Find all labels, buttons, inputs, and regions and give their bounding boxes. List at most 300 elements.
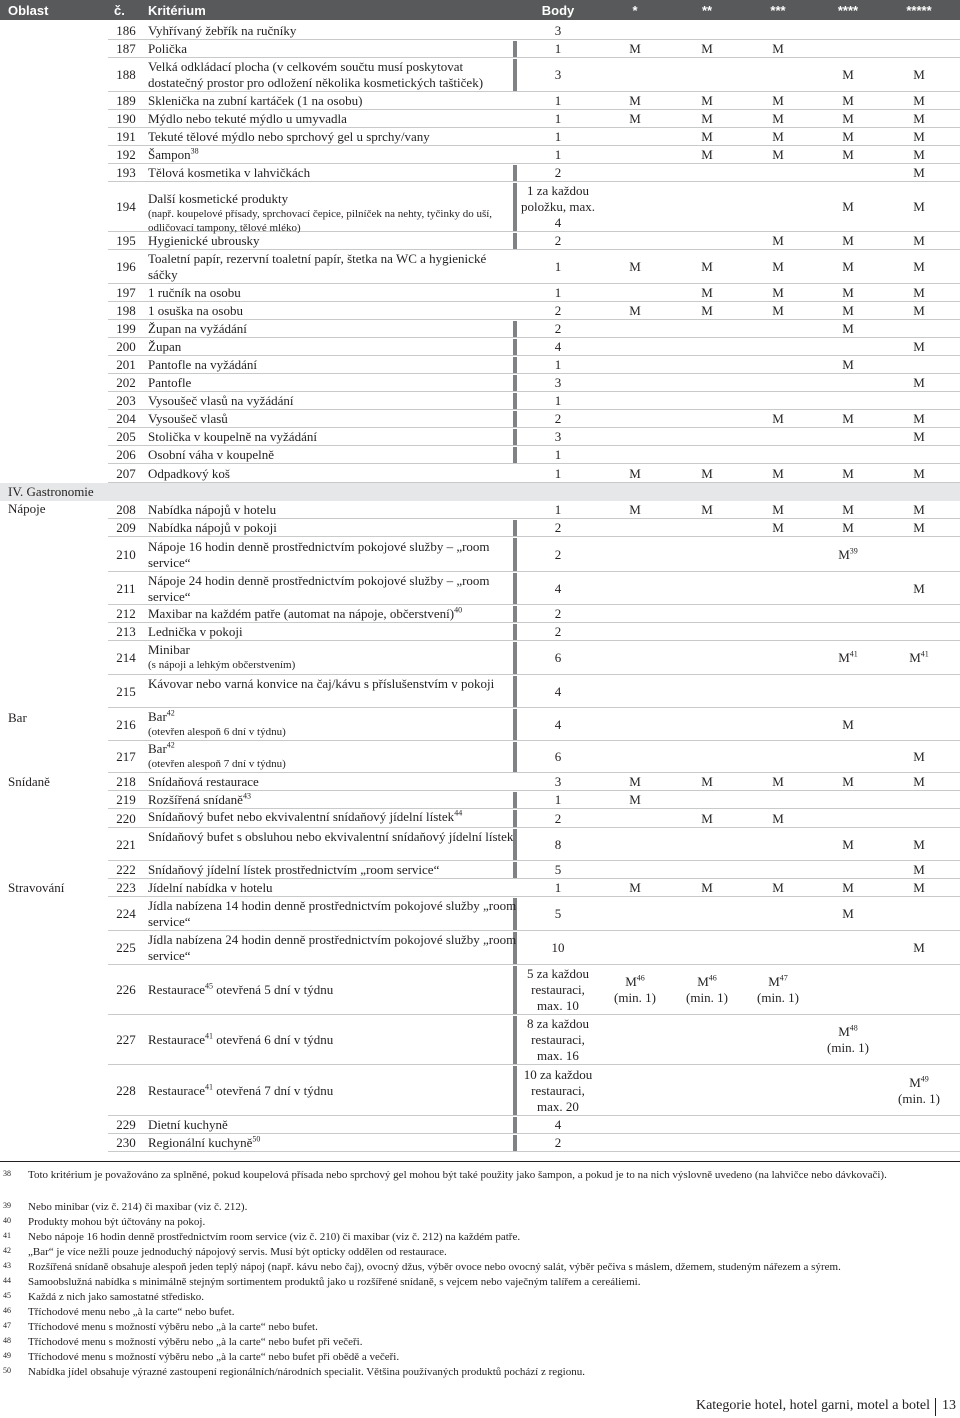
star-marker	[677, 285, 737, 301]
criterion-label: Pantofle na vyžádání	[148, 357, 258, 372]
marker-letter: M	[772, 147, 784, 162]
row-number: 209	[116, 520, 136, 535]
star-marker	[677, 129, 737, 145]
criterion-text	[148, 1083, 518, 1099]
star-marker	[677, 93, 737, 109]
row-separator	[108, 772, 960, 773]
star-marker	[889, 411, 949, 427]
star-marker	[818, 259, 878, 275]
criterion-label: Maxibar na každém patře (automat na nápoje, občerstvení)	[148, 606, 455, 621]
header-star-5: *****	[906, 3, 932, 18]
criterion-note: (s nápoji a lehkým občerstvením)	[148, 659, 296, 671]
footnote-text: „Bar“ je více nežli pouze jednoduchý nápojový servis. Musí být opticky oddělen od restaurace.	[28, 1246, 447, 1258]
row-separator	[108, 445, 960, 446]
area-label-stravovani: Stravování	[8, 880, 65, 895]
marker-letter: M	[625, 974, 637, 989]
marker-letter: M	[701, 259, 713, 274]
footnote-ref: 44	[454, 808, 463, 818]
star-marker	[748, 147, 808, 163]
criterion-label: Tekuté tělové mýdlo nebo sprchový gel u sprchy/vany	[148, 129, 430, 144]
row-separator	[108, 57, 960, 58]
row-separator	[108, 640, 960, 641]
criterion-label: Hygienické ubrousky	[148, 233, 260, 248]
marker-letter: M	[913, 339, 925, 354]
points-value: 2	[554, 520, 562, 535]
header-star-1: *	[632, 3, 638, 18]
row-separator	[108, 91, 960, 92]
footnote-text: Tříchodové menu nebo „à la carte“ nebo bufet.	[28, 1306, 235, 1318]
footnote-ref: 38	[190, 146, 199, 156]
star-marker	[889, 375, 949, 391]
header-number: č.	[114, 3, 125, 18]
criterion-text	[148, 502, 518, 518]
row-number: 201	[116, 357, 136, 372]
star-marker	[605, 303, 665, 319]
marker-letter: M	[772, 465, 784, 481]
criterion-label: Polička	[148, 41, 187, 56]
points-value: 4	[554, 683, 562, 699]
area-label-bar: Bar	[8, 710, 27, 725]
footnote-text: Nebo minibar (viz č. 214) či maxibar (viz č. 212).	[28, 1201, 248, 1213]
marker-letter: M	[913, 520, 925, 535]
marker-letter: M	[629, 111, 641, 126]
criterion-label: Dietní kuchyně	[148, 1117, 228, 1132]
row-number: 202	[116, 375, 136, 390]
row-number: 196	[116, 259, 136, 274]
star-marker	[677, 259, 737, 275]
star-marker	[818, 837, 878, 853]
star-marker	[748, 811, 808, 827]
criterion-label: Nápoje 16 hodin denně prostřednictvím pokojové služby – „room service“	[148, 538, 490, 570]
criterion-text	[148, 165, 518, 181]
star-marker	[748, 285, 808, 301]
row-number: 211	[116, 580, 136, 596]
footnote-ref: 41	[920, 649, 929, 659]
marker-letter: M	[701, 147, 713, 162]
marker-letter: M	[629, 93, 641, 108]
header-star-3: ***	[770, 3, 786, 18]
points-value: 1	[554, 259, 562, 274]
criterion-text	[148, 1032, 518, 1048]
row-number: 198	[116, 303, 136, 318]
criterion-label: Pantofle	[148, 375, 192, 390]
criterion-text	[148, 606, 518, 622]
marker-letter: M	[842, 321, 854, 336]
row-separator	[108, 427, 960, 428]
marker-letter: M	[772, 285, 784, 300]
points-value: 5	[554, 862, 562, 877]
criterion-label: Jídelní nabídka v hotelu	[148, 880, 273, 895]
criterion-label: Mýdlo nebo tekuté mýdlo u umyvadla	[148, 111, 347, 126]
section-band	[0, 483, 960, 501]
marker-letter: M	[913, 749, 925, 764]
star-marker	[748, 129, 808, 145]
row-separator	[108, 337, 960, 338]
criterion-text	[148, 447, 518, 463]
star-marker	[605, 466, 665, 482]
points-value: 3	[554, 67, 562, 82]
marker-letter: M	[629, 465, 641, 481]
row-number: 216	[116, 716, 136, 732]
header-body: Body	[541, 3, 575, 18]
header-star-4: ****	[837, 3, 859, 18]
row-number: 186	[116, 23, 136, 38]
star-marker	[748, 303, 808, 319]
marker-letter: M	[772, 520, 784, 535]
header-star-2: **	[701, 3, 713, 18]
footnote-number: 40	[3, 1216, 11, 1225]
footnote-ref: 40	[454, 605, 463, 615]
marker-letter: M	[913, 111, 925, 126]
star-marker	[889, 520, 949, 536]
marker-note: (min. 1)	[757, 990, 799, 1005]
footnote-text: Tříchodové menu s možností výběru nebo „à la carte“ nebo bufet při večeři.	[28, 1336, 363, 1348]
footnote-text: Nabídka jídel obsahuje výrazné zastoupení regionálních/národních specialit. Většina používaných produktů pochází z regionu.	[28, 1366, 585, 1378]
criterion-text	[148, 741, 518, 771]
criterion-text	[148, 303, 518, 319]
row-separator	[108, 163, 960, 164]
row-separator	[108, 463, 960, 464]
criterion-label: Jídla nabízena 24 hodin denně prostřednictvím pokojové služby „room service“	[148, 932, 517, 963]
criterion-label: Vyhřívaný žebřík na ručníky	[148, 23, 297, 38]
row-number: 199	[116, 321, 136, 336]
criterion-label: Osobní váha v koupelně	[148, 447, 275, 462]
star-marker	[748, 774, 808, 790]
marker-letter: M	[772, 880, 784, 895]
criterion-label: Velká odkládací plocha (v celkovém součtu musí poskytovat dostatečný prostor pro odložení několika kosmetických taštiček)	[148, 59, 484, 90]
marker-letter: M	[629, 41, 641, 56]
marker-letter: M	[842, 93, 854, 108]
row-separator	[108, 518, 960, 519]
criterion-label: Tělová kosmetika v lahvičkách	[148, 165, 311, 180]
star-marker	[748, 880, 808, 896]
marker-letter: M	[909, 650, 921, 665]
marker-note: (min. 1)	[898, 1090, 940, 1106]
marker-letter: M	[842, 199, 854, 214]
footnote-ref: 49	[920, 1074, 929, 1084]
marker-letter: M	[842, 520, 854, 535]
row-number: 195	[116, 233, 136, 248]
criterion-label: Stolička v koupelně na vyžádání	[148, 429, 317, 444]
criterion-note: (otevřen alespoň 6 dní v týdnu)	[148, 725, 286, 738]
marker-letter: M	[913, 285, 925, 300]
points-value: 1	[554, 129, 562, 144]
header-oblast: Oblast	[8, 3, 49, 18]
marker-letter: M	[838, 1024, 850, 1039]
footnote-text: Tříchodové menu s možností výběru nebo „à la carte“ nebo bufet.	[28, 1321, 318, 1333]
row-separator	[108, 109, 960, 110]
footnote-text: Produkty mohou být účtovány na pokoj.	[28, 1216, 206, 1228]
marker-letter: M	[838, 650, 850, 665]
criterion-label: Lednička v pokoji	[148, 624, 243, 639]
footnote-ref: 46	[636, 973, 645, 983]
marker-letter: M	[913, 199, 925, 214]
marker-letter: M	[842, 465, 854, 481]
criterion-text	[148, 285, 518, 301]
criterion-label: Odpadkový koš	[148, 465, 230, 481]
points-value: 4	[554, 1117, 562, 1132]
criterion-text	[148, 251, 518, 283]
criterion-text	[148, 792, 518, 808]
row-number: 208	[116, 502, 136, 517]
points-value: 2	[554, 606, 562, 621]
marker-letter: M	[701, 41, 713, 56]
marker-letter: M	[772, 774, 784, 789]
row-number: 223	[116, 880, 136, 895]
marker-letter: M	[629, 774, 641, 789]
marker-letter: M	[913, 580, 925, 596]
criterion-text	[148, 709, 518, 739]
star-marker	[818, 111, 878, 127]
row-number: 214	[116, 650, 136, 665]
criterion-text	[148, 642, 518, 672]
footnote-ref: 41	[205, 1082, 214, 1092]
row-number: 200	[116, 339, 136, 354]
criterion-label: Rozšířená snídaně	[148, 792, 243, 807]
points-value: 8	[554, 836, 562, 852]
footnote-ref: 47	[779, 973, 788, 983]
row-number: 225	[116, 940, 136, 955]
star-marker	[889, 303, 949, 319]
points-value: 1	[554, 393, 562, 408]
points-value: 8 za každou restauraci, max. 16	[526, 1016, 590, 1063]
criterion-text	[148, 59, 518, 91]
marker-letter: M	[772, 303, 784, 318]
row-separator	[108, 622, 960, 623]
criterion-text	[148, 880, 518, 896]
marker-letter: M	[772, 233, 784, 248]
star-marker	[889, 129, 949, 145]
row-number: 221	[116, 836, 136, 852]
star-marker	[889, 233, 949, 249]
points-value: 1	[554, 285, 562, 300]
row-number: 191	[116, 129, 136, 144]
points-value: 3	[554, 774, 562, 789]
points-value: 2	[554, 1135, 562, 1150]
marker-letter: M	[913, 836, 925, 852]
marker-letter: M	[629, 303, 641, 318]
star-marker	[818, 717, 878, 733]
star-marker	[677, 147, 737, 163]
row-number: 205	[116, 429, 136, 444]
footnote-rule	[0, 1161, 960, 1162]
row-number: 218	[116, 774, 136, 789]
criterion-text	[148, 393, 518, 409]
criterion-text	[148, 339, 518, 355]
star-marker	[748, 111, 808, 127]
marker-letter: M	[913, 67, 925, 82]
marker-letter: M	[701, 303, 713, 318]
star-marker	[605, 259, 665, 275]
marker-note: (min. 1)	[686, 990, 728, 1005]
points-value: 10 za každou restauraci, max. 20	[523, 1066, 593, 1114]
marker-letter: M	[701, 111, 713, 126]
criterion-label: Regionální kuchyně	[148, 1135, 253, 1150]
star-marker	[818, 321, 878, 337]
criterion-text	[148, 357, 518, 373]
points-value: 2	[554, 411, 562, 426]
footnote-ref: 39	[849, 546, 858, 556]
criterion-label: Župan na vyžádání	[148, 321, 247, 336]
footnote-ref: 48	[849, 1023, 858, 1033]
criterion-label: Snídaňový bufet nebo ekvivalentní snídaňový jídelní lístek	[148, 809, 455, 824]
star-marker	[889, 93, 949, 109]
criterion-text	[148, 93, 518, 109]
star-marker	[889, 650, 949, 666]
row-number: 193	[116, 165, 136, 180]
row-separator	[108, 373, 960, 374]
footnote-number: 43	[3, 1261, 11, 1270]
star-marker	[605, 792, 665, 808]
star-marker	[748, 466, 808, 482]
row-number: 197	[116, 285, 136, 300]
criterion-text	[148, 982, 518, 998]
footnote-number: 46	[3, 1306, 11, 1315]
marker-letter: M	[913, 233, 925, 248]
footnote-number: 44	[3, 1276, 11, 1285]
row-separator	[108, 409, 960, 410]
star-marker	[605, 93, 665, 109]
points-value: 1	[554, 880, 562, 895]
criterion-text	[148, 191, 518, 235]
row-number: 224	[116, 906, 136, 921]
footnote-text: Nebo nápoje 16 hodin denně prostřednictvím room service (viz č. 210) či maxibar (viz č. 212) na každém patře.	[28, 1231, 521, 1243]
points-value: 1	[554, 41, 562, 56]
criterion-text	[148, 1117, 518, 1133]
criterion-label: Vysoušeč vlasů	[148, 411, 228, 426]
star-marker	[889, 67, 949, 83]
star-marker	[677, 466, 737, 482]
marker-letter: M	[842, 303, 854, 318]
row-separator	[108, 39, 960, 40]
star-marker	[677, 502, 737, 518]
criterion-label: Nabídka nápojů v pokoji	[148, 520, 277, 535]
row-separator	[108, 391, 960, 392]
criterion-label: Vysoušeč vlasů na vyžádání	[148, 393, 294, 408]
star-marker	[818, 466, 878, 482]
criterion-label: Sklenička na zubní kartáček (1 na osobu)	[148, 93, 363, 108]
marker-letter: M	[913, 429, 925, 444]
criterion-text	[148, 375, 518, 391]
marker-letter: M	[701, 129, 713, 144]
marker-letter: M	[842, 716, 854, 732]
row-number: 189	[116, 93, 136, 108]
criterion-text	[148, 1135, 518, 1151]
star-marker	[818, 93, 878, 109]
star-marker	[818, 233, 878, 249]
row-separator	[108, 964, 960, 965]
page-number: 13	[942, 1398, 956, 1413]
row-number: 222	[116, 862, 136, 877]
points-value: 3	[554, 23, 562, 38]
criterion-label-suffix: otevřená 7 dní v týdnu	[213, 1082, 334, 1098]
marker-letter: M	[772, 129, 784, 144]
star-marker	[889, 429, 949, 445]
star-marker	[818, 285, 878, 301]
marker-letter: M	[913, 165, 925, 180]
star-marker	[748, 93, 808, 109]
star-marker	[818, 502, 878, 518]
points-value: 5	[554, 906, 562, 921]
criterion-label: Restaurace	[148, 982, 206, 997]
criterion-note: (např. koupelové přísady, sprchovací čepice, pilníček na nehty, tyčinky do uší, odličovací tampony, tělové mléko)	[148, 208, 493, 234]
marker-letter: M	[842, 774, 854, 789]
criterion-text	[148, 41, 518, 57]
criterion-text	[148, 129, 518, 145]
criterion-label: Snídaňový jídelní lístek prostřednictvím „room service“	[148, 862, 440, 877]
marker-letter: M	[629, 502, 641, 517]
criterion-text	[148, 573, 518, 605]
marker-letter: M	[842, 233, 854, 248]
star-marker	[889, 259, 949, 275]
marker-letter: M	[701, 465, 713, 481]
criterion-text	[148, 862, 518, 878]
star-marker	[889, 466, 949, 482]
star-marker	[605, 502, 665, 518]
star-marker	[818, 520, 878, 536]
marker-letter: M	[768, 974, 780, 989]
marker-letter: M	[913, 129, 925, 144]
star-marker	[889, 285, 949, 301]
criterion-text	[148, 466, 518, 482]
star-marker	[889, 940, 949, 956]
footnote-text: Každá z nich jako samostatné středisko.	[28, 1291, 204, 1303]
points-value: 2	[554, 321, 562, 336]
marker-letter: M	[913, 93, 925, 108]
marker-letter: M	[913, 880, 925, 895]
points-value: 1	[554, 792, 562, 807]
marker-letter: M	[842, 147, 854, 162]
marker-letter: M	[842, 906, 854, 921]
footnote-number: 42	[3, 1246, 11, 1255]
star-marker	[748, 233, 808, 249]
star-marker	[818, 147, 878, 163]
footnote-number: 48	[3, 1336, 11, 1345]
footnote-number: 38	[3, 1169, 11, 1178]
row-number: 215	[116, 683, 136, 699]
star-marker	[818, 547, 878, 563]
row-separator	[108, 1151, 960, 1152]
marker-letter: M	[629, 792, 641, 807]
points-value: 1	[554, 93, 562, 108]
footnote-number: 50	[3, 1366, 11, 1375]
marker-letter: M	[913, 940, 925, 955]
star-marker	[889, 1075, 949, 1107]
criterion-text	[148, 932, 518, 964]
star-marker	[889, 774, 949, 790]
footnote-ref: 42	[166, 708, 175, 718]
criterion-text	[148, 233, 518, 249]
points-value: 2	[554, 233, 562, 248]
marker-letter: M	[772, 810, 784, 826]
row-separator	[108, 355, 960, 356]
star-marker	[889, 837, 949, 853]
star-marker	[818, 129, 878, 145]
marker-letter: M	[701, 774, 713, 789]
criterion-label: 1 osuška na osobu	[148, 303, 243, 318]
star-marker	[818, 774, 878, 790]
star-marker	[889, 502, 949, 518]
footnote-ref: 41	[849, 649, 858, 659]
row-separator	[108, 930, 960, 931]
row-separator	[108, 536, 960, 537]
points-value: 2	[554, 303, 562, 318]
star-marker	[818, 1024, 878, 1056]
points-value: 2	[554, 546, 562, 562]
row-separator	[108, 896, 960, 897]
marker-letter: M	[772, 41, 784, 56]
star-marker	[889, 862, 949, 878]
